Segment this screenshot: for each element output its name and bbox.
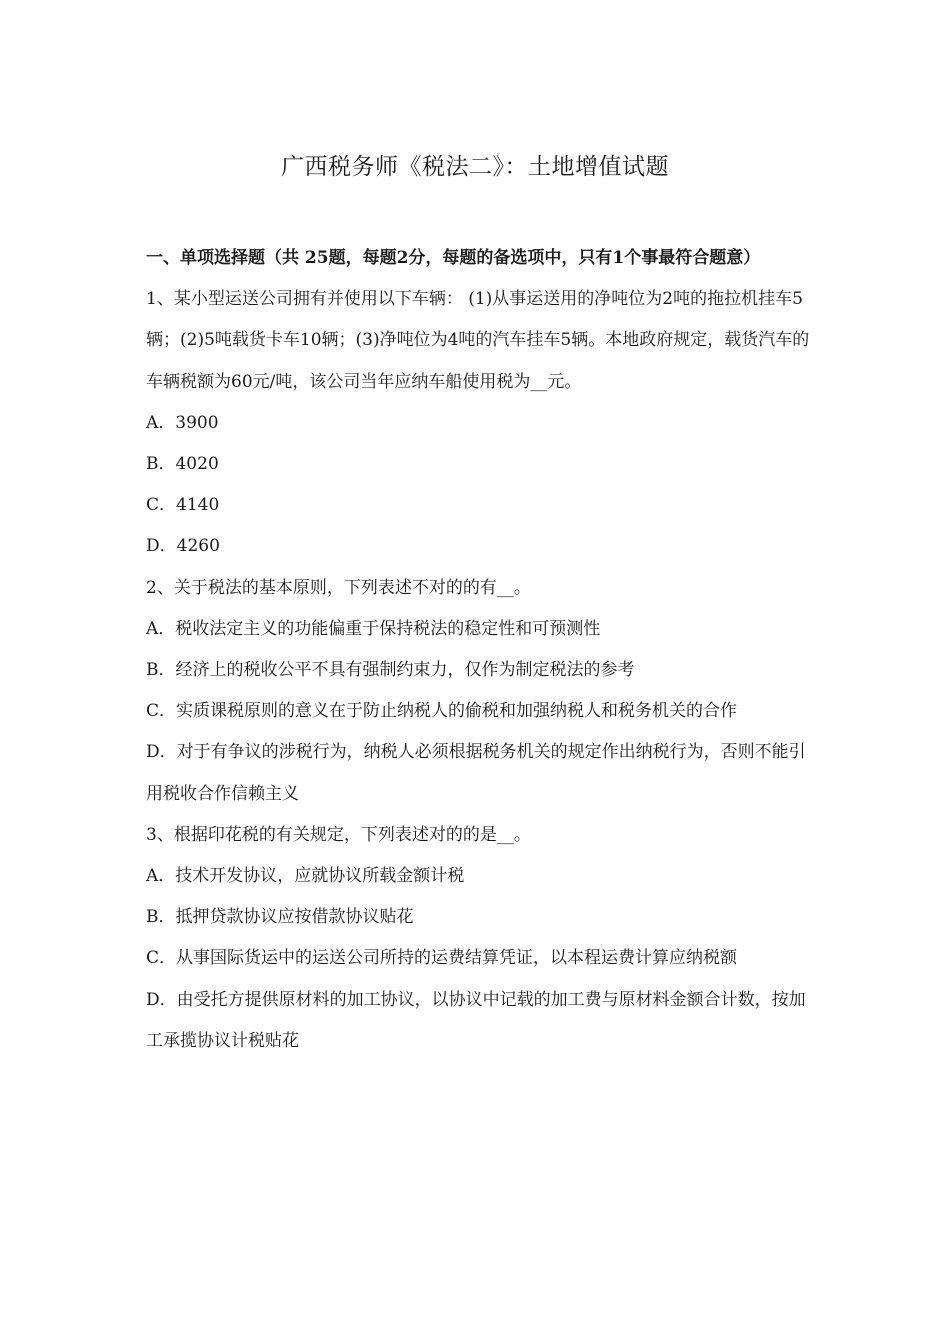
option-c: C．实质课税原则的意义在于防止纳税人的偷税和加强纳税人和税务机关的合作 — [146, 701, 738, 722]
option-a: A．税收法定主义的功能偏重于保持税法的稳定性和可预测性 — [146, 618, 601, 639]
option-b: B．4020 — [146, 454, 219, 475]
option-c: C．从事国际货运中的运送公司所持的运费结算凭证，以本程运费计算应纳税额 — [146, 948, 738, 969]
option-d: D．对于有争议的涉税行为，纳税人必须根据税务机关的规定作出纳税行为，否则不能引用税收合作信赖主义 — [146, 742, 806, 804]
option-a: A．技术开发协议，应就协议所载金额计税 — [146, 866, 465, 887]
option-d: D．4260 — [146, 536, 220, 557]
section-heading: 一、单项选择题（共 25题，每题2分，每题的备选项中，只有1个事最符合题意） — [146, 248, 761, 268]
question-stem: 2、关于税法的基本原则，下列表述不对的的有__。 — [146, 577, 531, 598]
option-b: B．经济上的税收公平不具有强制约束力，仅作为制定税法的参考 — [146, 660, 635, 681]
question-1 — [146, 279, 810, 567]
document-body — [146, 238, 810, 1062]
option-a: A．3900 — [146, 412, 219, 433]
question-stem: 1、某小型运送公司拥有并使用以下车辆： (1)从事运送用的净吨位为2吨的拖拉机挂车5辆；(2)5吨载货卡车10辆；(3)净吨位为4吨的汽车挂车5辆。本地政府规定，载货汽车的车辆税额为60元/吨，该公司当年应纳车船使用税为__元。 — [146, 289, 810, 392]
option-d: D．由受托方提供原材料的加工协议，以协议中记载的加工费与原材料金额合计数，按加工承揽协议计税贴花 — [146, 989, 806, 1051]
option-c: C．4140 — [146, 495, 220, 516]
question-3 — [146, 815, 810, 1062]
option-b: B．抵押贷款协议应按借款协议贴花 — [146, 907, 414, 928]
question-stem: 3、根据印花税的有关规定，下列表述对的的是__。 — [146, 824, 531, 845]
document-title: 广西税务师《税法二》：土地增值试题 — [281, 154, 669, 180]
question-2 — [146, 568, 810, 815]
